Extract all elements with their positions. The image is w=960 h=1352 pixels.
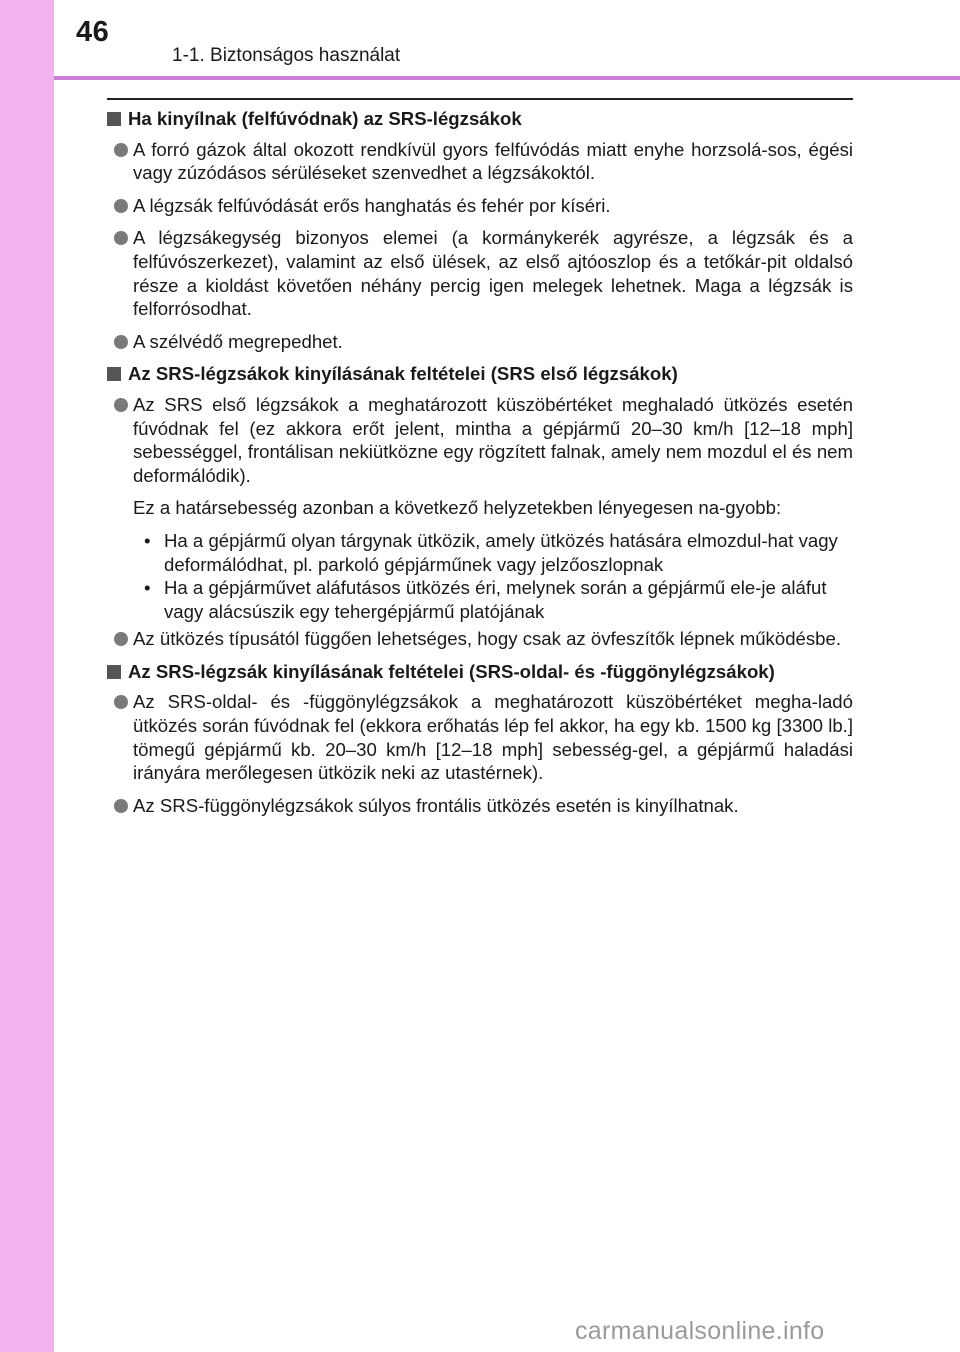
sub-list-item-text: Ha a gépjármű olyan tárgynak ütközik, amely ütközés hatására elmozdul-hat vagy deformálódhat, pl. parkoló gépjárműnek vagy jelzőoszlopnak (164, 529, 838, 575)
sub-list (107, 529, 853, 623)
heading-text: Ha kinyílnak (felfúvódnak) az SRS-légzsákok (128, 108, 522, 129)
list-item (107, 690, 853, 784)
header-divider (54, 76, 960, 80)
section-rule (107, 98, 853, 100)
list-item-text: Az SRS első légzsákok a meghatározott küszöbértéket meghaladó ütközés esetén fúvódnak fel (ez akkora erőt jelent, mintha a gépjármű 20–30 km/h [12–18 mph] sebességgel, frontálisan nekiütközne egy rögzített falnak, amely nem mozdul el és nem deformálódik). (133, 393, 853, 486)
sub-list-item (107, 529, 853, 576)
list-item (107, 138, 853, 185)
list-item (107, 393, 853, 487)
circle-bullet-icon (114, 335, 128, 349)
list-item-text: Az SRS-függönylégzsákok súlyos frontális ütközés esetén is kinyílhatnak. (133, 794, 739, 816)
list-item (107, 794, 853, 818)
list-item-text: A forró gázok által okozott rendkívül gyors felfúvódás miatt enyhe horzsolá-sos, égési vagy zúzódásos sérüléseket szenvedhet a légzsákoktól. (133, 138, 853, 184)
circle-bullet-icon (114, 695, 128, 709)
square-bullet-icon (107, 665, 121, 679)
watermark: carmanualsonline.info (575, 1317, 825, 1345)
chapter-title: 1-1. Biztonságos használat (172, 45, 401, 66)
side-tab (0, 0, 54, 1352)
page-content (107, 107, 853, 826)
circle-bullet-icon (114, 143, 128, 157)
list-item-text: A légzsák felfúvódását erős hanghatás és fehér por kíséri. (133, 194, 611, 216)
circle-bullet-icon (114, 398, 128, 412)
list-item-text: Az ütközés típusától függően lehetséges, hogy csak az övfeszítők lépnek működésbe. (133, 628, 842, 650)
sub-list-item (107, 576, 853, 623)
bullet-icon: • (144, 529, 151, 551)
list-item (107, 627, 853, 651)
list-item-text: A szélvédő megrepedhet. (133, 330, 343, 352)
list-item (107, 194, 853, 218)
list-item-text: A légzsákegység bizonyos elemei (a kormánykerék agyrésze, a légzsák és a felfúvószerkezet), valamint az első ülések, az első ajtóoszlop és a tetőkár-pit oldalsó része a kioldást követően néhány percig igen melegek lehetnek. Maga a légzsák is felforrósodhat. (133, 227, 853, 320)
section-heading (107, 362, 853, 386)
paragraph: Ez a határsebesség azonban a következő helyzetekben lényegesen na-gyobb: (133, 497, 782, 519)
heading-text: Az SRS-légzsákok kinyílásának feltételei (SRS első légzsákok) (128, 363, 678, 385)
section-heading (107, 107, 853, 131)
list-item (107, 330, 853, 354)
heading-text: Az SRS-légzsák kinyílásának feltételei (SRS-oldal- és -függönylégzsákok) (128, 660, 775, 682)
square-bullet-icon (107, 112, 121, 126)
page-number: 46 (76, 16, 110, 48)
section-heading (107, 660, 853, 684)
circle-bullet-icon (114, 799, 128, 813)
square-bullet-icon (107, 367, 121, 381)
bullet-icon: • (144, 577, 151, 599)
list-item (107, 226, 853, 320)
circle-bullet-icon (114, 632, 128, 646)
sub-list-item-text: Ha a gépjárművet aláfutásos ütközés éri, melynek során a gépjármű ele-je aláfut vagy alácsúszik egy tehergépjármű platójának (164, 577, 827, 622)
circle-bullet-icon (114, 199, 128, 213)
circle-bullet-icon (114, 231, 128, 245)
list-item-text: Az SRS-oldal- és -függönylégzsákok a meghatározott küszöbértéket megha-ladó ütközés során fúvódnak fel (ekkora erőhatás lép fel akkor, ha egy kb. 1500 kg [3300 lb.] tömegű gépjármű kb. 20–30 km/h [12–18 mph] sebesség-gel, a gépjármű haladási irányára merőlegesen ütközik neki az utastérnek). (133, 691, 853, 784)
